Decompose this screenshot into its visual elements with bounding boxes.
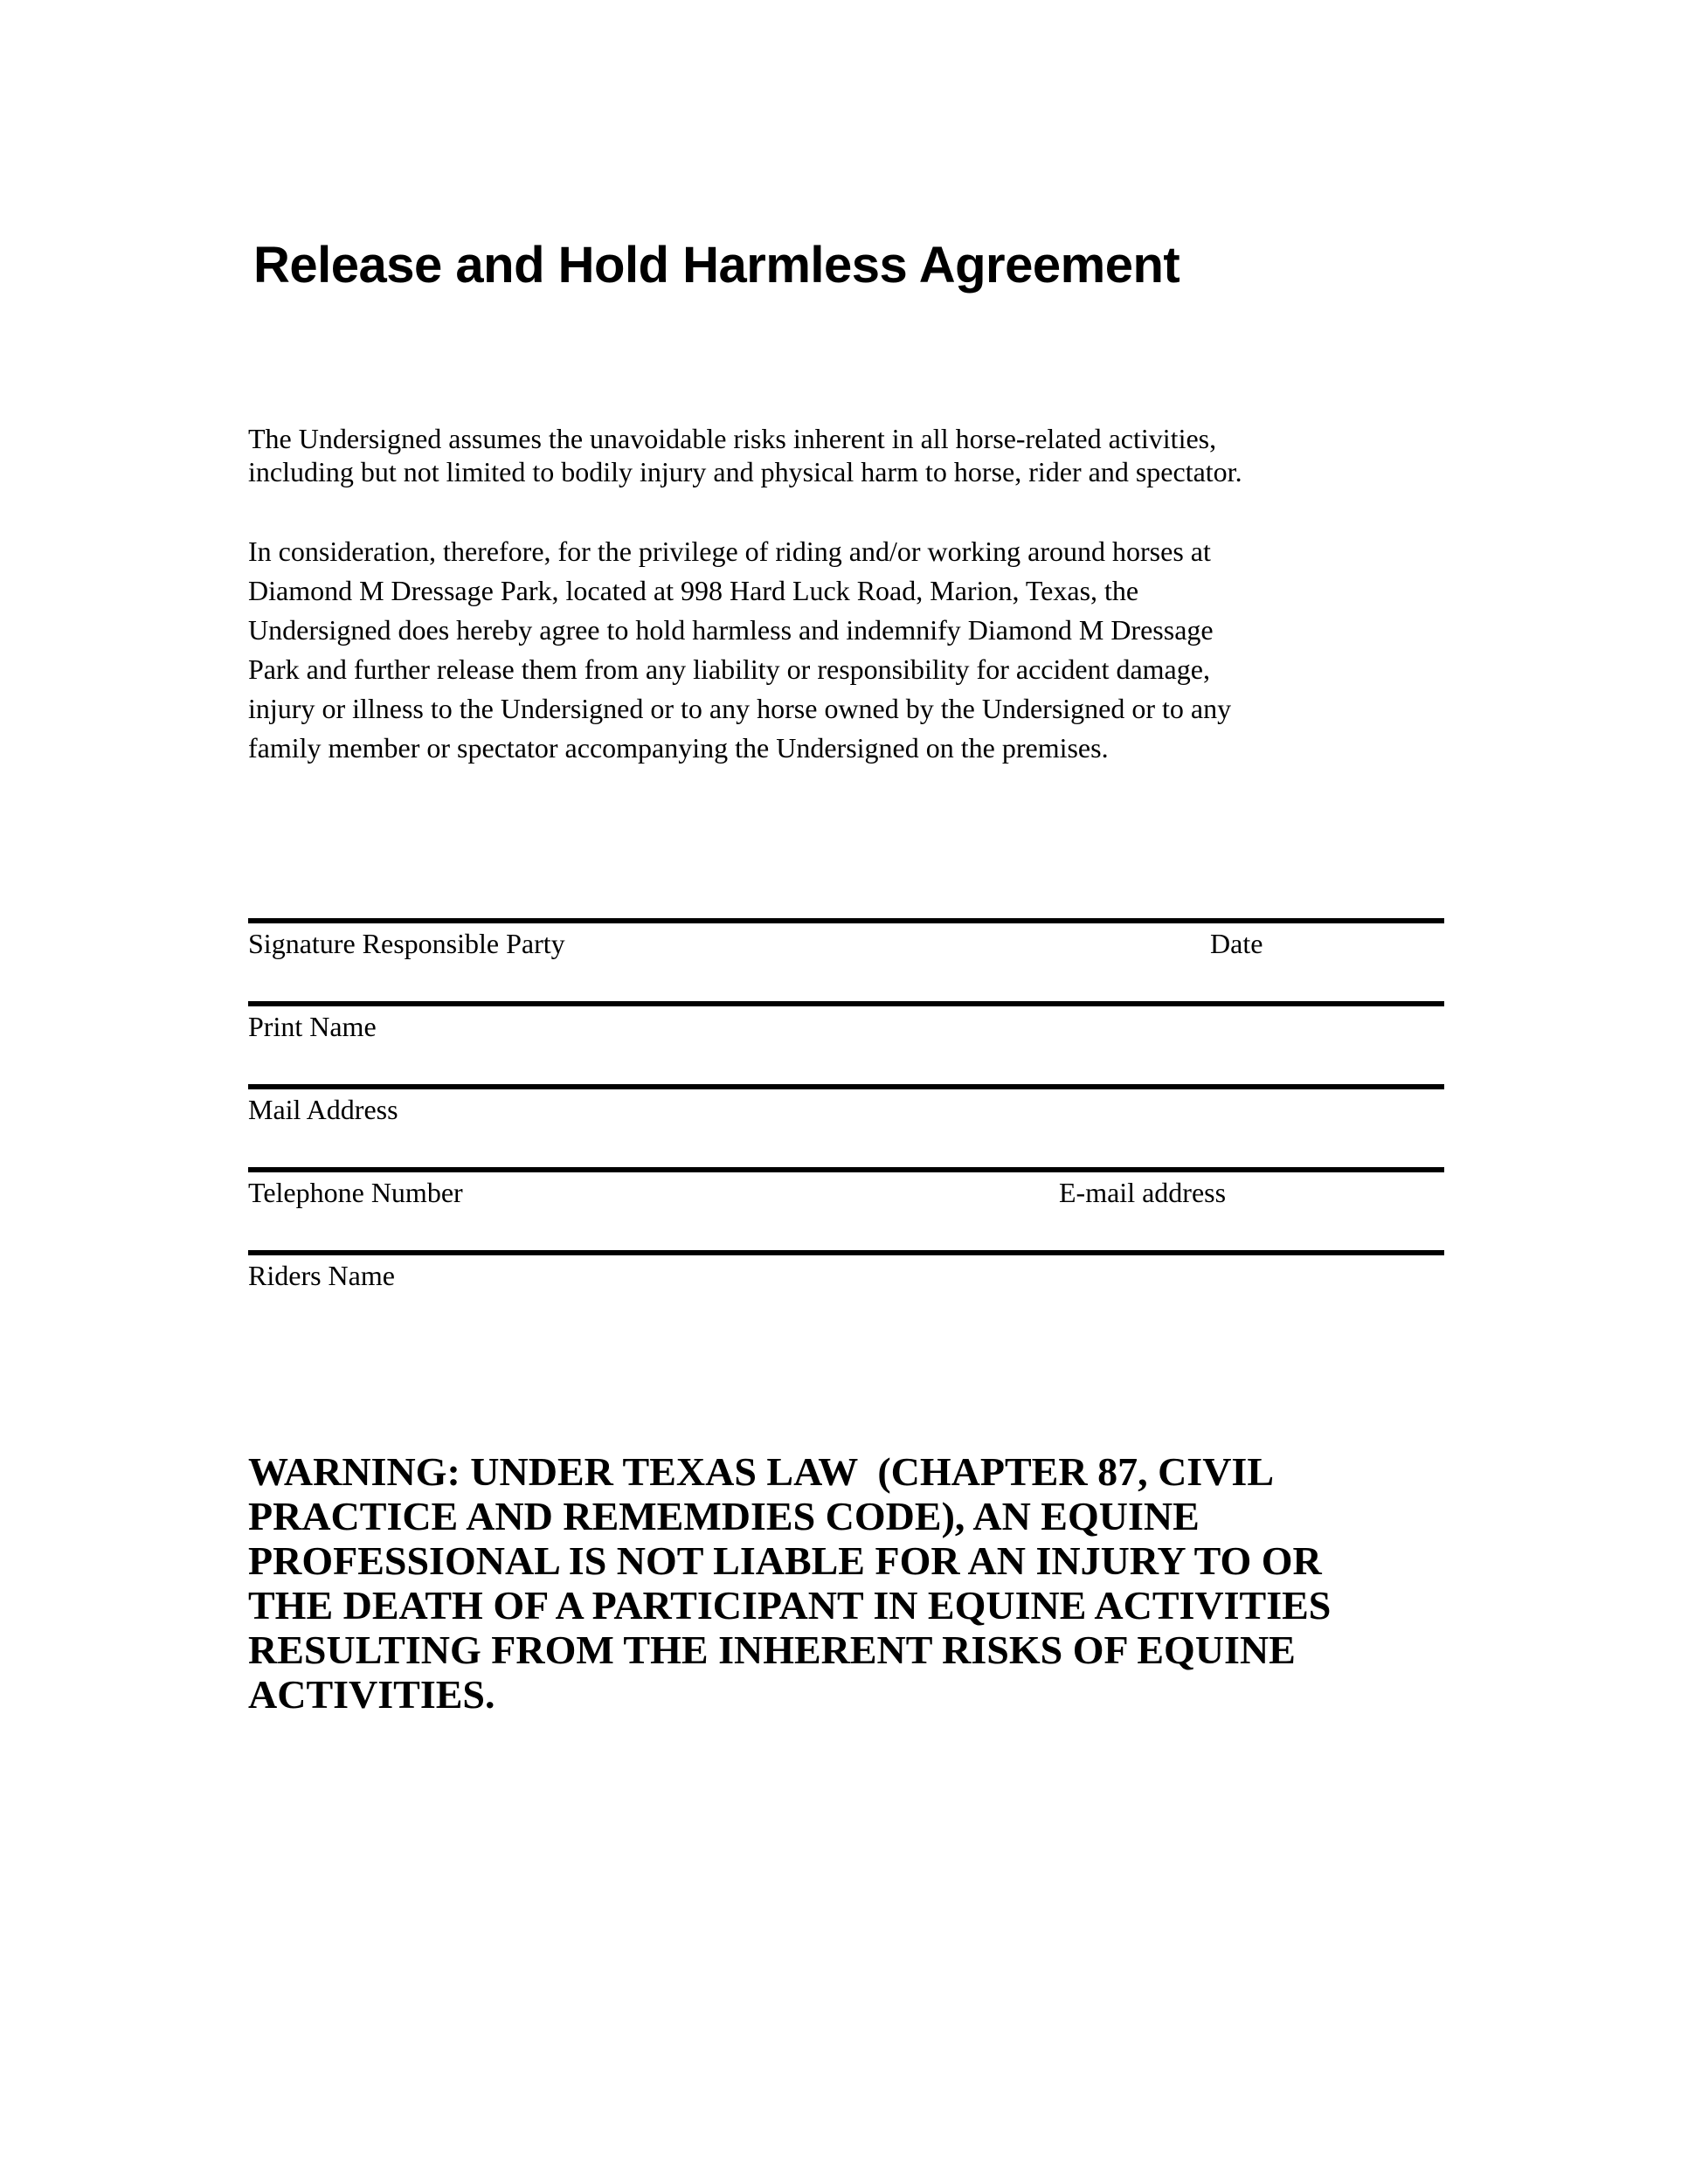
document-title: Release and Hold Harmless Agreement <box>253 236 1180 294</box>
paragraph-line: In consideration, therefore, for the privilege of riding and/or working around horses at <box>248 536 1211 567</box>
signature-label: Signature Responsible Party <box>248 928 565 959</box>
date-label: Date <box>1210 928 1263 959</box>
warning-line: WARNING: UNDER TEXAS LAW (CHAPTER 87, CIVIL <box>248 1449 1275 1494</box>
paragraph-line: injury or illness to the Undersigned or to any horse owned by the Undersigned or to any <box>248 693 1232 724</box>
intro-paragraph <box>248 422 1489 488</box>
telephone-label: Telephone Number <box>248 1177 463 1208</box>
warning-line: THE DEATH OF A PARTICIPANT IN EQUINE ACTIVITIES <box>248 1583 1332 1628</box>
consideration-paragraph <box>248 532 1489 768</box>
riders-name-label: Riders Name <box>248 1260 395 1291</box>
warning-line: RESULTING FROM THE INHERENT RISKS OF EQUINE <box>248 1628 1296 1672</box>
signature-date-row <box>248 918 1444 960</box>
mail-address-label: Mail Address <box>248 1094 398 1125</box>
warning-line: PRACTICE AND REMEMDIES CODE), AN EQUINE <box>248 1494 1200 1538</box>
paragraph-line: The Undersigned assumes the unavoidable risks inherent in all horse-related activities, <box>248 423 1217 454</box>
telephone-email-row <box>248 1167 1444 1209</box>
paragraph-line: Undersigned does hereby agree to hold harmless and indemnify Diamond M Dressage <box>248 614 1214 646</box>
warning-line: ACTIVITIES. <box>248 1672 495 1717</box>
texas-law-warning <box>248 1449 1524 1717</box>
paragraph-line: family member or spectator accompanying the Undersigned on the premises. <box>248 732 1109 764</box>
paragraph-line: Diamond M Dressage Park, located at 998 Hard Luck Road, Marion, Texas, the <box>248 575 1139 606</box>
paragraph-line: including but not limited to bodily injury and physical harm to horse, rider and spectator. <box>248 456 1242 487</box>
mail-address-row <box>248 1084 1444 1126</box>
email-label: E-mail address <box>1059 1177 1227 1208</box>
warning-line: PROFESSIONAL IS NOT LIABLE FOR AN INJURY TO OR <box>248 1538 1322 1583</box>
print-name-row <box>248 1001 1444 1043</box>
riders-name-row <box>248 1250 1444 1292</box>
print-name-label: Print Name <box>248 1011 377 1042</box>
paragraph-line: Park and further release them from any liability or responsibility for accident damage, <box>248 653 1210 685</box>
